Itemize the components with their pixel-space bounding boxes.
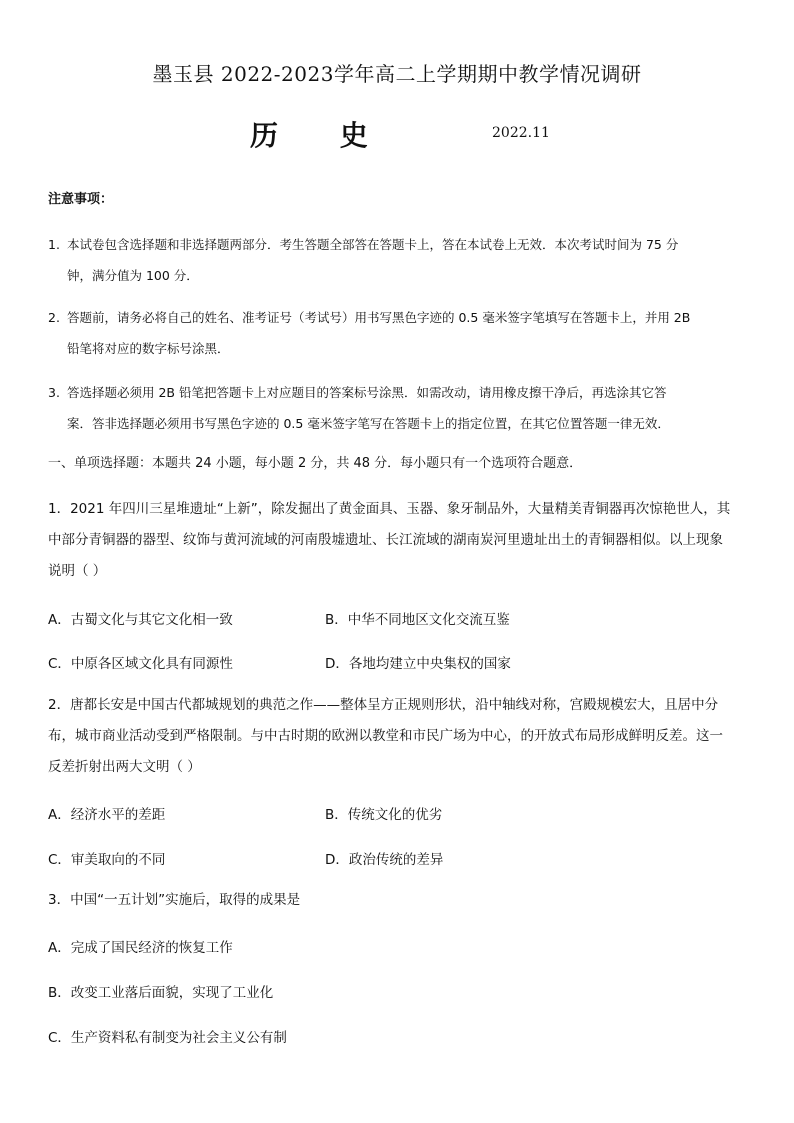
notice-item-3-line1: [48, 377, 748, 408]
question-3-option-b: B．改变工业落后面貌，实现了工业化: [48, 985, 274, 1001]
section-heading: 一、单项选择题：本题共 24 小题，每小题 2 分，共 48 分．每小题只有一个选项符合题意．: [48, 456, 583, 471]
question-1-stem: [48, 494, 748, 587]
question-3-option-c: C．生产资料私有制变为社会主义公有制: [48, 1030, 287, 1046]
question-1-line: 1．2021 年四川三星堆遗址“上新”，除发掘出了黄金面具、玉器、象牙制品外，大量精美青铜器再次惊艳世人，其: [48, 501, 731, 517]
notice-item-number: 2.: [48, 310, 60, 325]
exam-title: 墨玉县 2022-2023学年高二上学期期中教学情况调研: [152, 62, 642, 86]
question-1-line: 说明（ ）: [48, 563, 107, 579]
question-2-option-a: A．经济水平的差距: [48, 807, 166, 823]
notice-heading: 注意事项：: [48, 192, 114, 207]
notice-item-number: 3.: [48, 385, 60, 400]
notice-item-3: [48, 377, 748, 439]
question-3-option-a: A．完成了国民经济的恢复工作: [48, 940, 233, 956]
question-2-option-d: D．政治传统的差异: [325, 852, 444, 868]
notice-item-1-line2: 钟，满分值为 100 分．: [67, 268, 199, 283]
question-3-line: 3．中国“一五计划”实施后，取得的成果是: [48, 892, 301, 908]
notice-item-number: 1.: [48, 237, 60, 252]
question-1-option-b: B．中华不同地区文化交流互鉴: [325, 612, 510, 628]
notice-item-2-line2: 铅笔将对应的数字标号涂黑．: [67, 341, 230, 356]
question-2-option-c: C．审美取向的不同: [48, 852, 166, 868]
notice-item-2: [48, 302, 748, 364]
notice-item-1: [48, 229, 748, 291]
question-2-option-b: B．传统文化的优劣: [325, 807, 443, 823]
question-3-stem: [48, 885, 748, 916]
notice-item-text: 答选择题必须用 2B 铅笔把答题卡上对应题目的答案标号涂黑．如需改动，请用橡皮擦干净后，再选涂其它答: [67, 385, 667, 400]
question-2-line: 布，城市商业活动受到严格限制。与中古时期的欧洲以教堂和市民广场为中心，的开放式布局形成鲜明反差。这一: [48, 728, 723, 744]
question-1-line: 中部分青铜器的器型、纹饰与黄河流域的河南殷墟遗址、长江流域的湖南炭河里遗址出土的青铜器相似。以上现象: [48, 532, 723, 548]
question-1-option-a: A．古蜀文化与其它文化相一致: [48, 612, 233, 628]
notice-item-3-line2: 案．答非选择题必须用书写黑色字迹的 0.5 毫米签字笔写在答题卡上的指定位置，在其它位置答题一律无效．: [67, 416, 670, 431]
exam-date: 2022.11: [492, 125, 550, 141]
question-2-stem: [48, 690, 748, 783]
subject-title: 历 史: [250, 119, 394, 152]
notice-item-2-line1: [48, 302, 748, 333]
question-2-line: 2．唐都长安是中国古代都城规划的典范之作——整体呈方正规则形状，沿中轴线对称，宫殿规模宏大，且居中分: [48, 697, 719, 713]
question-1-option-d: D．各地均建立中央集权的国家: [325, 656, 511, 672]
question-2-line: 反差折射出两大文明（ ）: [48, 759, 201, 775]
notice-item-text: 本试卷包含选择题和非选择题两部分．考生答题全部答在答题卡上，答在本试卷上无效．本次考试时间为 75 分: [67, 237, 679, 252]
question-1-option-c: C．中原各区域文化具有同源性: [48, 656, 233, 672]
notice-item-1-line1: [48, 229, 748, 260]
notice-item-text: 答题前，请务必将自己的姓名、准考证号（考试号）用书写黑色字迹的 0.5 毫米签字笔填写在答题卡上，并用 2B: [67, 310, 691, 325]
